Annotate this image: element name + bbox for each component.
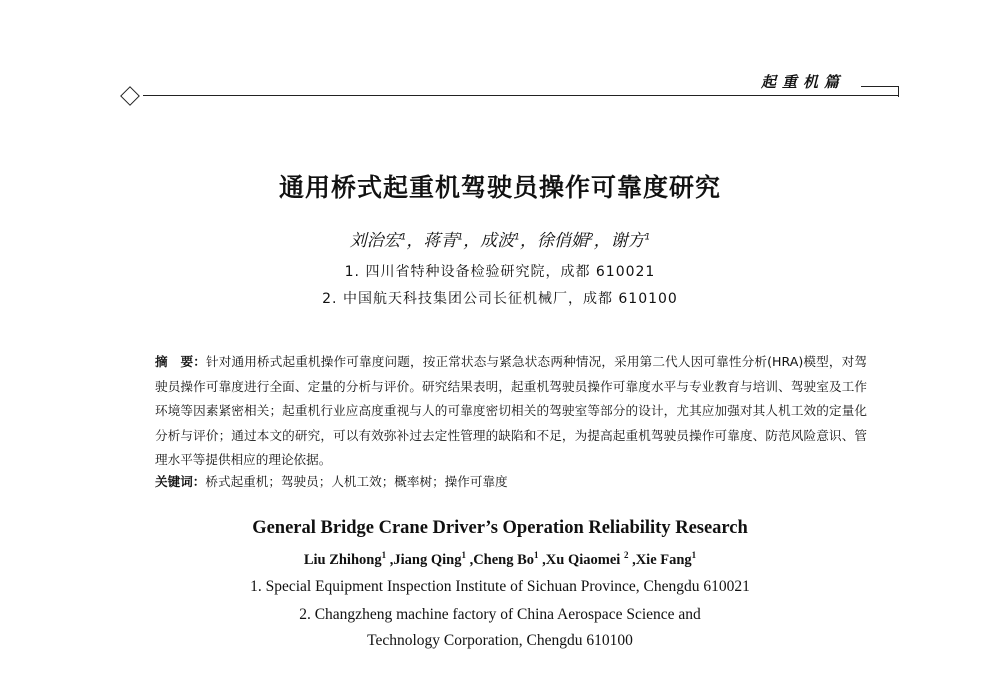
author-sup: 1 (534, 550, 539, 560)
author-cn: 成波 (480, 231, 515, 251)
authors-cn: 刘治宏$^1$，蒋青$^1$，成波$^1$，徐俏媚$^2$，谢方$^1$ (349, 231, 651, 251)
author-sup: 1 (644, 232, 651, 243)
affiliation-en-2-cont: Technology Corporation, Chengdu 610100 (367, 632, 633, 649)
header-rule-end (861, 86, 899, 97)
keywords-text: 桥式起重机；驾驶员；人机工效；概率树；操作可靠度 (205, 474, 508, 489)
diamond-ornament-icon (120, 86, 140, 106)
author-sup: 1 (400, 232, 407, 243)
author-sup: 1 (381, 550, 387, 560)
author-sup: 2 (587, 232, 594, 243)
author-en: Cheng Bo (473, 551, 535, 568)
author-en: Liu Zhihong (303, 551, 382, 568)
author-en: Jiang Qing (393, 551, 462, 568)
affiliation-en-1: 1. Special Equipment Inspection Institute of Sichuan Province, Chengdu 610021 (250, 578, 750, 595)
authors-en: Liu Zhihong$^1$ ,Jiang Qing$^1$ ,Cheng Bo$^1$ ,Xu Qiaomei $^2$ ,Xie Fang$^1$ (303, 550, 697, 568)
author-sup: 2 (623, 550, 629, 560)
author-en: Xie Fang (635, 551, 692, 568)
author-sup: 1 (457, 232, 464, 243)
keywords-cn (155, 472, 867, 492)
affiliation-en-2: 2. Changzheng machine factory of China Aerospace Science and (299, 606, 701, 623)
paper-title-en: General Bridge Crane Driver’s Operation Reliability Research (252, 518, 748, 538)
author-cn: 徐俏媚 (536, 231, 588, 251)
author-sup: 1 (514, 232, 520, 243)
abstract-cn (155, 350, 867, 473)
author-cn: 蒋青 (423, 231, 458, 251)
header-rule (143, 95, 898, 96)
page-header (116, 72, 902, 106)
author-sup: 1 (461, 550, 466, 560)
section-label: 起重机篇 (761, 73, 846, 91)
abstract-label: 摘 要： (155, 354, 207, 369)
author-cn: 谢方 (610, 231, 645, 251)
paper-title-cn: 通用桥式起重机驾驶员操作可靠度研究 (278, 173, 721, 202)
abstract-text: 针对通用桥式起重机操作可靠度问题，按正常状态与紧急状态两种情况，采用第二代人因可靠性分析(HRA)模型，对驾驶员操作可靠度进行全面、定量的分析与评价。研究结果表明，起重机驾驶员操作可靠度水平与专业教育与培训、驾驶室及工作环境等因素紧密相关；起重机行业应高度重视与人的可靠度密切相关的驾驶室等部分的设计，尤其应加强对其人机工效的定量化分析与评价；通过本文的研究，可以有效弥补过去定性管理的缺陷和不足，为提高起重机驾驶员操作可靠度、防范风险意识、管理水平等提供相应的理论依据。 (155, 354, 868, 467)
author-en: Xu Qiaomei (545, 551, 621, 568)
affiliation-cn-1: 1. 四川省特种设备检验研究院，成都 610021 (344, 264, 656, 280)
keywords-label: 关键词： (155, 474, 206, 489)
affiliation-cn-2: 2. 中国航天科技集团公司长征机械厂，成都 610100 (322, 291, 678, 307)
author-cn: 刘治宏 (349, 231, 401, 251)
author-sup: 1 (691, 550, 697, 560)
